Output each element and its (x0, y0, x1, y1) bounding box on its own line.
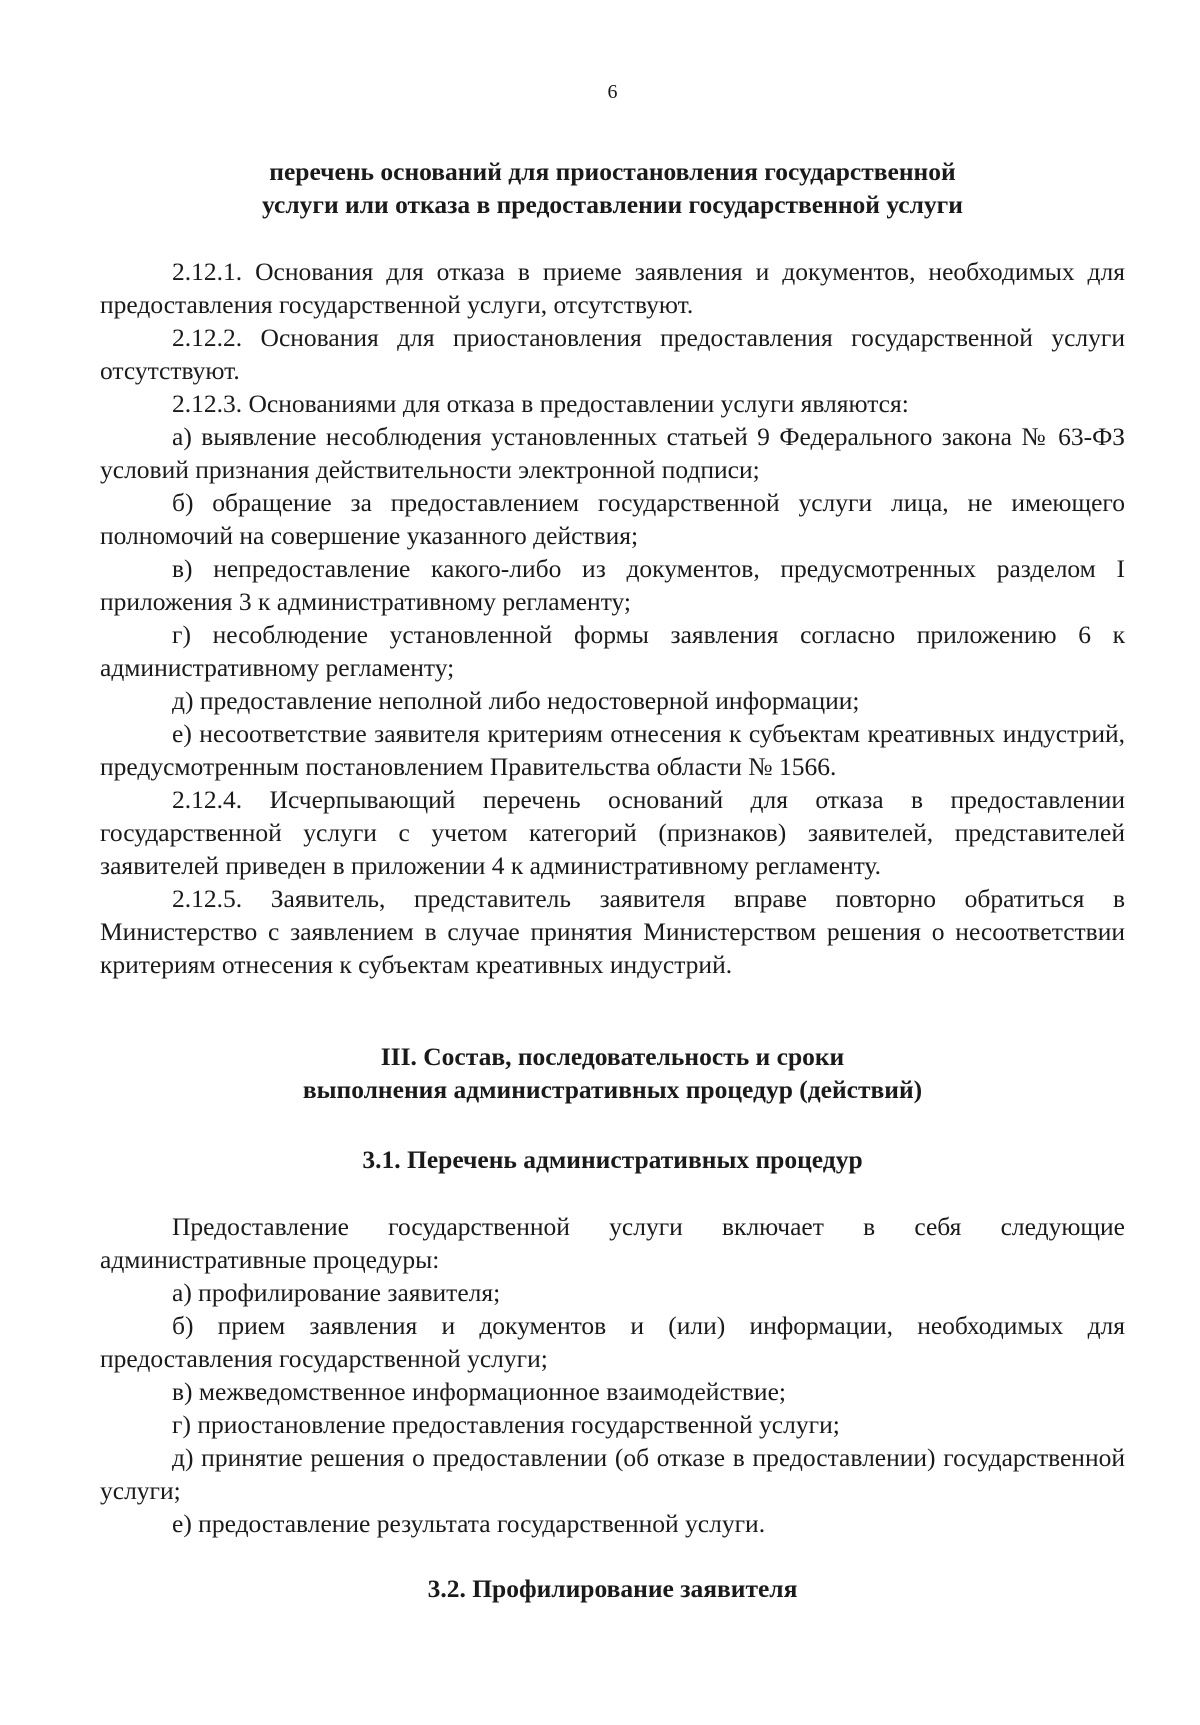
subsection-heading-3-1 (100, 1143, 1125, 1176)
procedure-item-v: в) межведомственное информационное взаимодействие; (172, 1377, 786, 1406)
section-heading-line-2: услуги или отказа в предоставлении государственной услуги (262, 190, 963, 219)
chapter-heading-line-2: выполнения административных процедур (действий) (302, 1075, 923, 1104)
procedure-item-a: а) профилирование заявителя; (172, 1278, 501, 1307)
subsection-title-3-2: 3.2. Профилирование заявителя (427, 1574, 798, 1603)
list-item-v: в) непредоставление какого-либо из документов, предусмотренных разделом I приложения 3 к административному регламенту; (100, 554, 1125, 616)
section-heading-line-1: перечень оснований для приостановления государственной (269, 157, 956, 186)
procedure-item-e: е) предоставление результата государственной услуги. (172, 1509, 766, 1538)
procedures-intro: Предоставление государственной услуги включает в себя следующие административные процедуры: (100, 1212, 1125, 1274)
procedure-item-d: д) принятие решения о предоставлении (об отказе в предоставлении) государственной услуги; (100, 1443, 1125, 1505)
grounds-paragraphs (100, 255, 1125, 981)
subsection-title-3-1: 3.1. Перечень административных процедур (362, 1145, 863, 1174)
list-item-a: а) выявление несоблюдения установленных статьей 9 Федерального закона № 63-ФЗ условий признания действительности электронной подписи; (100, 422, 1125, 484)
procedure-item-b: б) прием заявления и документов и (или) информации, необходимых для предоставления государственной услуги; (100, 1311, 1125, 1373)
procedures-paragraphs (100, 1210, 1125, 1540)
chapter-heading (100, 1040, 1125, 1106)
paragraph-2-12-1: 2.12.1. Основания для отказа в приеме заявления и документов, необходимых для предоставления государственной услуги, отсутствуют. (100, 257, 1125, 319)
list-item-d: д) предоставление неполной либо недостоверной информации; (172, 686, 860, 715)
list-item-e: е) несоответствие заявителя критериям отнесения к субъектам креативных индустрий, предусмотренным постановлением Правительства области № 1566. (100, 719, 1125, 781)
paragraph-2-12-3: 2.12.3. Основаниями для отказа в предоставлении услуги являются: (172, 389, 909, 418)
paragraph-2-12-5: 2.12.5. Заявитель, представитель заявителя вправе повторно обратиться в Министерство с заявлением в случае принятия Министерством решения о несоответствии критериям отнесения к субъектам креативных индустрий. (100, 884, 1125, 979)
subsection-heading-3-2 (100, 1572, 1125, 1605)
procedure-item-g: г) приостановление предоставления государственной услуги; (172, 1410, 840, 1439)
paragraph-2-12-4: 2.12.4. Исчерпывающий перечень оснований для отказа в предоставлении государственной услуги с учетом категорий (признаков) заявителей, представителей заявителей приведен в приложении 4 к административному регламенту. (100, 785, 1125, 880)
list-item-b: б) обращение за предоставлением государственной услуги лица, не имеющего полномочий на совершение указанного действия; (100, 488, 1125, 550)
list-item-g: г) несоблюдение установленной формы заявления согласно приложению 6 к административному регламенту; (100, 620, 1125, 682)
chapter-heading-line-1: III. Состав, последовательность и сроки (380, 1042, 845, 1071)
paragraph-2-12-2: 2.12.2. Основания для приостановления предоставления государственной услуги отсутствуют. (100, 323, 1125, 385)
page-number: 6 (607, 81, 618, 103)
section-heading (100, 155, 1125, 221)
